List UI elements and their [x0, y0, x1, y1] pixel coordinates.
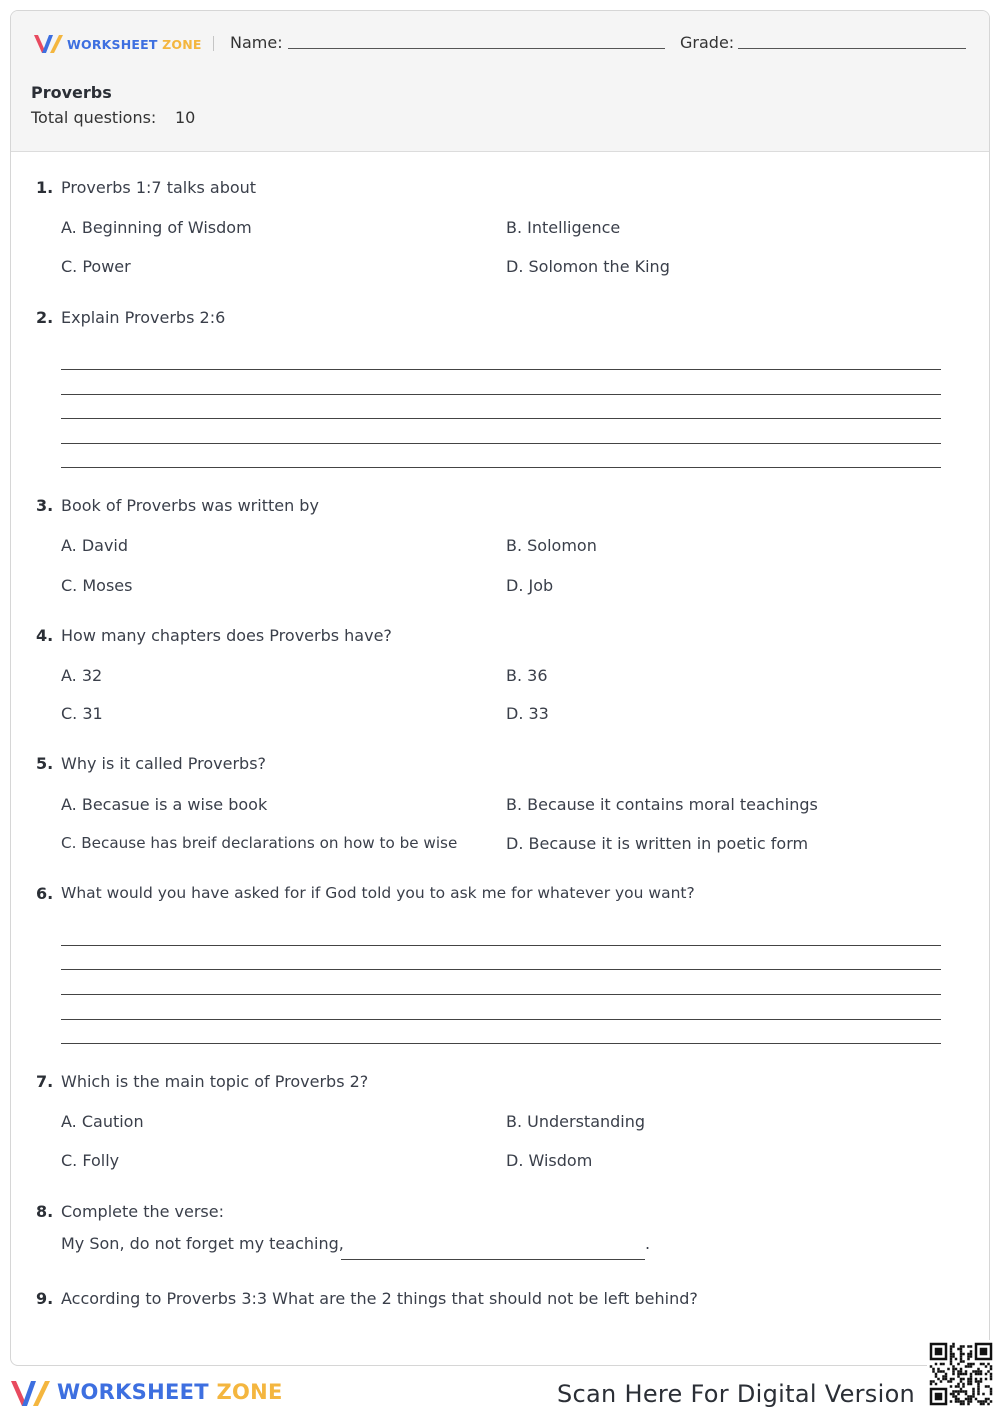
question-7-option-b[interactable]: B. Understanding	[506, 1112, 646, 1131]
header-brand	[67, 37, 202, 52]
question-5-option-b[interactable]: B. Because it contains moral teachings	[506, 795, 818, 814]
question-8-blank-field[interactable]	[341, 1259, 645, 1260]
question-3-option-b[interactable]: B. Solomon	[506, 536, 597, 555]
question-1-option-a[interactable]: A. Beginning of Wisdom	[61, 218, 252, 237]
name-label: Name:	[230, 33, 283, 52]
question-2-answer-line[interactable]	[61, 418, 941, 419]
question-4-option-c[interactable]: C. 31	[61, 704, 103, 723]
question-1-text: Proverbs 1:7 talks about	[61, 178, 257, 197]
question-5-number: 5.	[36, 754, 54, 773]
question-9-text: According to Proverbs 3:3 What are the 2 things that should not be left behind?	[61, 1289, 698, 1308]
question-6-answer-line[interactable]	[61, 1019, 941, 1020]
grade-label: Grade:	[680, 33, 735, 52]
question-8-verse: My Son, do not forget my teaching,	[61, 1234, 344, 1253]
name-field[interactable]	[288, 48, 665, 49]
question-2-answer-line[interactable]	[61, 394, 941, 395]
question-3-option-a[interactable]: A. David	[61, 536, 129, 555]
question-6-answer-line[interactable]	[61, 969, 941, 970]
question-2-answer-line[interactable]	[61, 467, 941, 468]
question-3-number: 3.	[36, 496, 54, 515]
question-6-answer-line[interactable]	[61, 945, 941, 946]
worksheet-sheet	[10, 10, 990, 1366]
question-4-option-a[interactable]: A. 32	[61, 666, 103, 685]
qr-code-icon[interactable]	[927, 1340, 995, 1408]
question-6-answer-line[interactable]	[61, 1043, 941, 1044]
question-7-option-c[interactable]: C. Folly	[61, 1151, 120, 1170]
worksheet-title: Proverbs	[31, 83, 112, 102]
scan-caption: Scan Here For Digital Version	[557, 1380, 916, 1408]
question-2-answer-line[interactable]	[61, 369, 941, 370]
qr-code-graphic	[927, 1340, 995, 1408]
header-logo	[33, 31, 203, 57]
worksheet-header	[11, 11, 989, 152]
question-4-text: How many chapters does Proverbs have?	[61, 626, 392, 645]
question-6-answer-line[interactable]	[61, 994, 941, 995]
question-4-option-d[interactable]: D. 33	[506, 704, 549, 723]
total-questions-label: Total questions:	[31, 108, 157, 127]
worksheet-zone-logo-icon	[33, 33, 65, 55]
question-6-text: What would you have asked for if God told you to ask me for whatever you want?	[61, 884, 695, 902]
question-8-period: .	[645, 1234, 651, 1253]
question-3-option-c[interactable]: C. Moses	[61, 576, 133, 595]
footer-logo	[10, 1378, 283, 1410]
question-7-option-a[interactable]: A. Caution	[61, 1112, 144, 1131]
question-1-option-c[interactable]: C. Power	[61, 257, 131, 276]
question-3-option-d[interactable]: D. Job	[506, 576, 554, 595]
header-brand-zone: ZONE	[162, 37, 202, 52]
total-questions-value: 10	[175, 108, 196, 127]
question-5-option-c[interactable]: C. Because has breif declarations on how to be wise	[61, 834, 458, 852]
grade-field[interactable]	[738, 48, 966, 49]
question-7-number: 7.	[36, 1072, 54, 1091]
question-6-number: 6.	[36, 884, 54, 903]
header-divider	[213, 36, 214, 51]
question-8-text: Complete the verse:	[61, 1202, 224, 1221]
question-5-text: Why is it called Proverbs?	[61, 754, 267, 773]
question-1-option-d[interactable]: D. Solomon the King	[506, 257, 670, 276]
question-4-number: 4.	[36, 626, 54, 645]
footer-brand-zone: ZONE	[216, 1380, 283, 1404]
question-7-option-d[interactable]: D. Wisdom	[506, 1151, 593, 1170]
footer-brand	[57, 1380, 283, 1404]
question-3-text: Book of Proverbs was written by	[61, 496, 319, 515]
question-7-text: Which is the main topic of Proverbs 2?	[61, 1072, 369, 1091]
question-1-number: 1.	[36, 178, 54, 197]
question-5-option-a[interactable]: A. Becasue is a wise book	[61, 795, 268, 814]
question-8-number: 8.	[36, 1202, 54, 1221]
question-9-number: 9.	[36, 1289, 54, 1308]
header-brand-worksheet: WORKSHEET	[67, 37, 158, 52]
question-4-option-b[interactable]: B. 36	[506, 666, 548, 685]
worksheet-zone-logo-icon	[10, 1378, 52, 1408]
question-5-option-d[interactable]: D. Because it is written in poetic form	[506, 834, 809, 853]
question-2-text: Explain Proverbs 2:6	[61, 308, 226, 327]
footer-brand-worksheet: WORKSHEET	[57, 1380, 209, 1404]
question-1-option-b[interactable]: B. Intelligence	[506, 218, 621, 237]
question-2-number: 2.	[36, 308, 54, 327]
question-2-answer-line[interactable]	[61, 443, 941, 444]
